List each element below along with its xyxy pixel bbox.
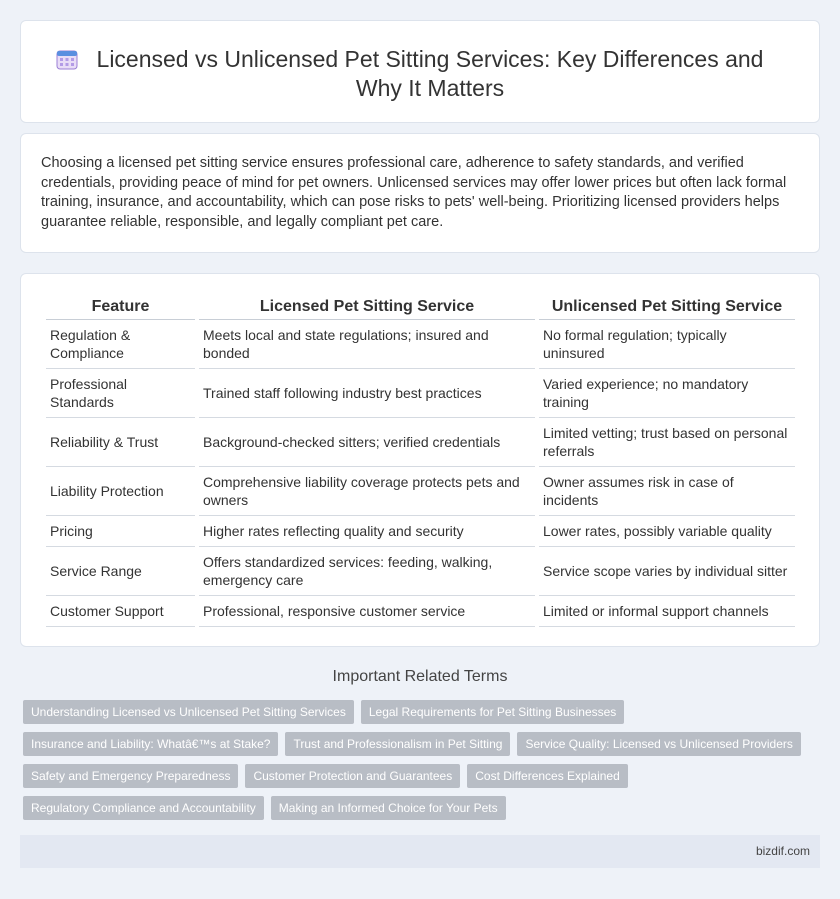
tag-row [23, 732, 803, 756]
related-term-tag[interactable]: Making an Informed Choice for Your Pets [271, 796, 506, 820]
tag-row [23, 764, 803, 788]
tag-row [23, 700, 803, 724]
page-title: Licensed vs Unlicensed Pet Sitting Services: Key Differences and Why It Matters [96, 46, 764, 101]
related-term-tag[interactable]: Safety and Emergency Preparedness [23, 764, 238, 788]
intro-card [20, 133, 820, 253]
header-unlicensed: Unlicensed Pet Sitting Service [539, 296, 795, 320]
related-term-tag[interactable]: Cost Differences Explained [467, 764, 628, 788]
table-cell-unlicensed: No formal regulation; typically uninsured [539, 320, 795, 369]
table-row [46, 467, 795, 516]
related-term-tag[interactable]: Regulatory Compliance and Accountability [23, 796, 264, 820]
related-terms-list [23, 700, 803, 828]
table-cell-licensed: Professional, responsive customer service [199, 596, 535, 627]
table-cell-licensed: Comprehensive liability coverage protects pets and owners [199, 467, 535, 516]
table-row [46, 369, 795, 418]
related-term-tag[interactable]: Insurance and Liability: Whatâ€™s at Stake? [23, 732, 278, 756]
table-cell-licensed: Trained staff following industry best practices [199, 369, 535, 418]
tag-row [23, 796, 803, 820]
related-term-tag[interactable]: Trust and Professionalism in Pet Sitting [285, 732, 510, 756]
footer-site-name[interactable]: bizdif.com [755, 844, 810, 858]
table-row [46, 516, 795, 547]
table-cell-feature: Service Range [46, 547, 195, 596]
intro-paragraph: Choosing a licensed pet sitting service ensures professional care, adherence to safety standards, and verified credentials, providing peace of mind for pet owners. Unlicensed services may offer lower prices but often lack formal training, insurance, and accountability, which can pose risks to pets' well-being. Prioritizing licensed providers helps guarantee reliable, responsible, and legally compliant pet care. [41, 155, 787, 230]
table-cell-licensed: Higher rates reflecting quality and security [199, 516, 535, 547]
header-licensed: Licensed Pet Sitting Service [199, 296, 535, 320]
related-terms-title: Important Related Terms [332, 668, 508, 685]
table-cell-feature: Professional Standards [46, 369, 195, 418]
table-cell-unlicensed: Lower rates, possibly variable quality [539, 516, 795, 547]
table-row [46, 320, 795, 369]
table-cell-feature: Regulation & Compliance [46, 320, 195, 369]
table-cell-feature: Customer Support [46, 596, 195, 627]
table-cell-unlicensed: Owner assumes risk in case of incidents [539, 467, 795, 516]
table-header-row [46, 296, 795, 320]
table-cell-unlicensed: Limited vetting; trust based on personal referrals [539, 418, 795, 467]
comparison-table [42, 296, 799, 627]
table-cell-unlicensed: Service scope varies by individual sitter [539, 547, 795, 596]
table-cell-licensed: Offers standardized services: feeding, walking, emergency care [199, 547, 535, 596]
related-term-tag[interactable]: Understanding Licensed vs Unlicensed Pet Sitting Services [23, 700, 354, 724]
table-cell-feature: Reliability & Trust [46, 418, 195, 467]
table-cell-unlicensed: Limited or informal support channels [539, 596, 795, 627]
table-row [46, 596, 795, 627]
table-row [46, 418, 795, 467]
table-row [46, 547, 795, 596]
table-cell-feature: Liability Protection [46, 467, 195, 516]
related-term-tag[interactable]: Customer Protection and Guarantees [245, 764, 460, 788]
header-feature: Feature [46, 296, 195, 320]
related-term-tag[interactable]: Legal Requirements for Pet Sitting Businesses [361, 700, 624, 724]
table-cell-unlicensed: Varied experience; no mandatory training [539, 369, 795, 418]
table-cell-licensed: Meets local and state regulations; insured and bonded [199, 320, 535, 369]
related-term-tag[interactable]: Service Quality: Licensed vs Unlicensed Providers [517, 732, 800, 756]
title-card [20, 20, 820, 123]
comparison-table-card [20, 273, 820, 647]
table-cell-licensed: Background-checked sitters; verified credentials [199, 418, 535, 467]
footer [20, 835, 820, 868]
table-cell-feature: Pricing [46, 516, 195, 547]
